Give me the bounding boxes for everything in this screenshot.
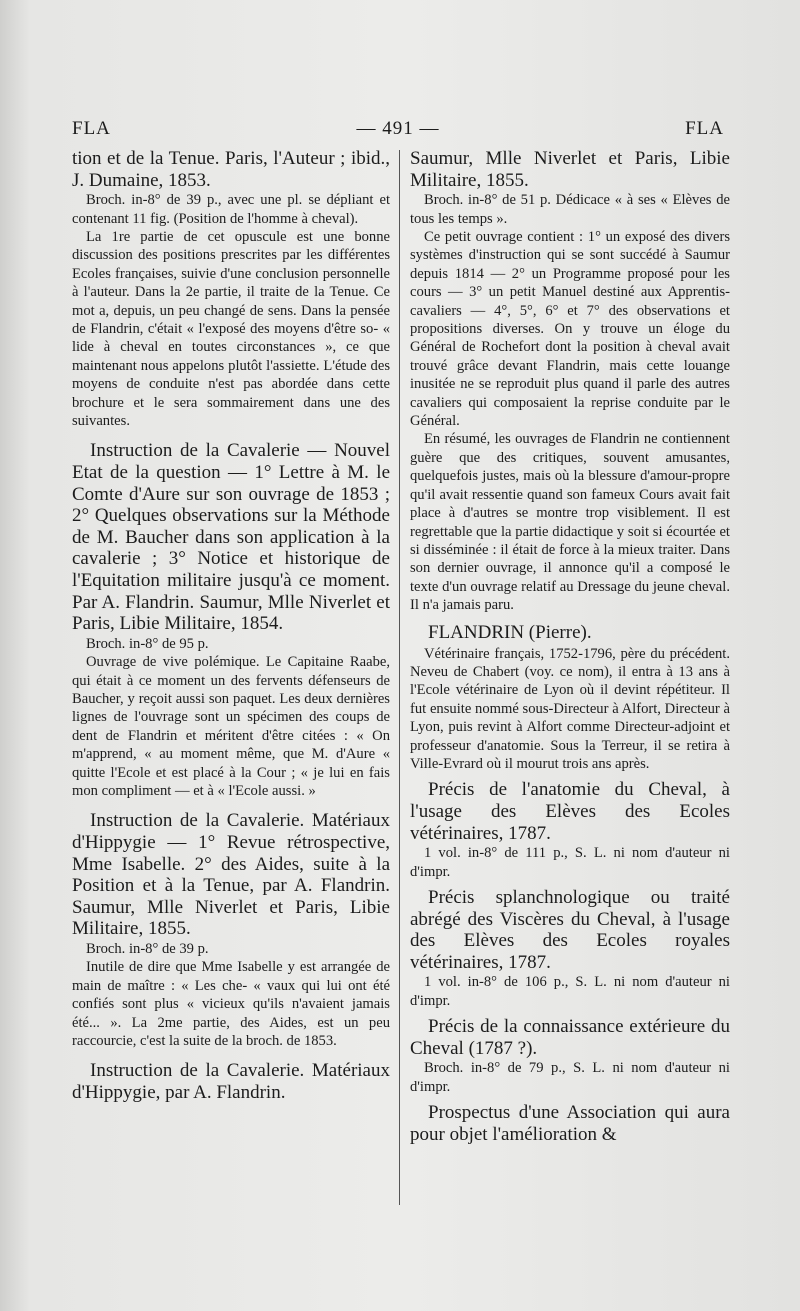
entry-title: Précis de l'anatomie du Cheval, à l'usage des Elèves des Ecoles vétérinaires, 1787. [410,779,730,844]
entry-commentary: Ouvrage de vive polémique. Le Capitaine Raabe, qui était à ce moment un des fervents défenseurs de Baucher, y reçoit aussi son paquet. Les deux dernières lignes de l'ouvrage sont un spécimen des coups de dent de Flandrin et méritent d'être citées : « On m'apprend, « au moment même, que M. d'Aure « quitte l'Ecole et est placé à la Cour ; « je lui en fais mon compliment — et à « l'Ecole aussi. » [72,654,390,800]
header-left-label: FLA [72,118,111,139]
entry-title: Précis splanchnologique ou traité abrégé des Viscères du Cheval, à l'usage des Elèves des Ecoles royales vétérinaires, 1787. [410,886,730,973]
entry-note: 1 vol. in-8° de 106 p., S. L. ni nom d'auteur ni d'impr. [410,974,730,1009]
header-right-label: FLA [685,118,724,139]
entry-title: Précis de la connaissance extérieure du Cheval (1787 ?). [410,1016,730,1059]
entry-continuation: tion et de la Tenue. Paris, l'Auteur ; ibid., J. Dumaine, 1853. [72,148,390,191]
column-divider [399,150,400,1205]
entry-title: Prospectus d'une Association qui aura pour objet l'amélioration & [410,1102,730,1145]
entry-commentary: Ce petit ouvrage contient : 1° un exposé des divers systèmes d'instruction qui se sont succédé à Saumur depuis 1814 — 2° un Programme proposé pour les cours — 3° un petit Manuel destiné aux Apprentis-cavaliers — 4°, 5°, 6° et 7° des observations et propositions diverses. On y trouve un éloge du Général de Rochefort dont la position à cheval avait trouvé grâce devant Flandrin, mais cette louange inusitée ne se reproduit plus quand il parle des autres cavaliers qui composaient la reprise conduite par le Général. [410,229,730,430]
entry-title: Instruction de la Cavalerie. Matériaux d'Hippygie — 1° Revue rétrospective, Mme Isabelle. 2° des Aides, suite à la Position et à la Tenue, par A. Flandrin. Saumur, Mlle Niverlet et Paris, Libie Militaire, 1855. [72,810,390,940]
biography: Vétérinaire français, 1752-1796, père du précédent. Neveu de Chabert (voy. ce nom), il entra à 13 ans à l'Ecole vétérinaire de Lyon où il devint répétiteur. Il fut ensuite nommé sous-Directeur à Alfort, Directeur à Lyon, puis revint à Alfort comme Directeur-adjoint et professeur d'anatomie. Sous la Terreur, il se retira à Ville-Evrard où il mourut trois ans après. [410,645,730,772]
summary-paragraph: En résumé, les ouvrages de Flandrin ne contiennent guère que des critiques, souvent amusantes, quelquefois justes, mais où la blessure d'amour-propre qu'il avait ressentie quand son fameux Cours avait fait place à d'autres se montre trop visiblement. Il est regrettable que la partie didactique y soit si écourtée et si disséminée : il était de force à la mieux traiter. Dans son dernier ouvrage, il annonce qu'il a composé le texte d'un ouvrage relatif au Dressage du jeune cheval. Il n'a jamais paru. [410,431,730,614]
entry-continuation: Saumur, Mlle Niverlet et Paris, Libie Militaire, 1855. [410,148,730,191]
left-column [72,148,390,1104]
entry-title: Instruction de la Cavalerie. Matériaux d'Hippygie, par A. Flandrin. [72,1060,390,1104]
entry-commentary: La 1re partie de cet opuscule est une bonne discussion des positions prescrites par les différentes Ecoles françaises, suivie d'une conclusion personnelle à l'auteur. Dans la 2e partie, il traite de la Tenue. Ce mot a, depuis, un peu changé de sens. Dans la pensée de Flandrin, c'était « l'exposé des moyens d'être so- « lide à cheval en toutes circonstances », ce que maintenant nous appelons plutôt l'assiette. L'étude des moyens de conduite n'est pas abordée dans cette brochure et le sera sommairement dans une des suivantes. [72,229,390,430]
entry-commentary: Inutile de dire que Mme Isabelle y est arrangée de main de maître : « Les che- « vaux qui lui ont été confiés sont plus « vicieux qu'ils n'avaient jamais été... ». La 2me partie, des Aides, est un peu raccourcie, c'est la suite de la broch. de 1853. [72,959,390,1050]
page-number: — 491 — [356,118,440,139]
running-header [72,118,724,148]
entry-note: Broch. in-8° de 39 p. [86,941,209,958]
person-heading: FLANDRIN (Pierre). [428,621,592,643]
entry-note: Broch. in-8° de 39 p., avec une pl. se dépliant et contenant 11 fig. (Position de l'homme à cheval). [72,192,390,227]
entry-note: Broch. in-8° de 79 p., S. L. ni nom d'auteur ni d'impr. [410,1060,730,1095]
entry-note: Broch. in-8° de 51 p. Dédicace « à ses « Elèves de tous les temps ». [410,192,730,227]
entry-note: Broch. in-8° de 95 p. [86,635,209,652]
entry-title: Instruction de la Cavalerie — Nouvel Etat de la question — 1° Lettre à M. le Comte d'Aure sur son ouvrage de 1853 ; 2° Quelques observations sur la Méthode de M. Baucher dans son application à la cavalerie ; 3° Notice et historique de l'Equitation militaire jusqu'à ce moment. Par A. Flandrin. Saumur, Mlle Niverlet et Paris, Libie Militaire, 1854. [72,440,390,635]
entry-note: 1 vol. in-8° de 111 p., S. L. ni nom d'auteur ni d'impr. [410,845,730,880]
right-column [410,148,730,1145]
